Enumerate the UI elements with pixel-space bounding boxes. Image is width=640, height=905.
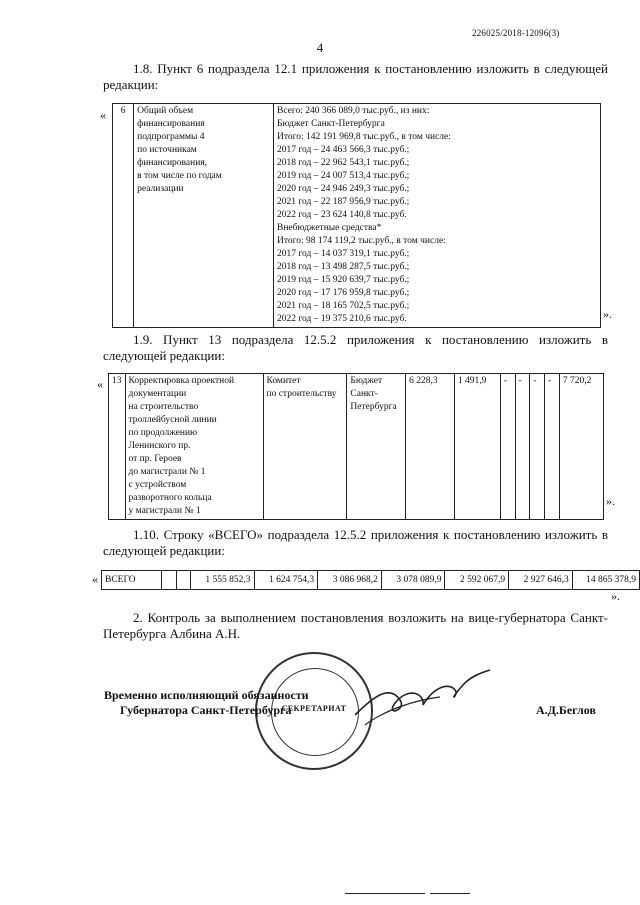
- name-line: у магистрали № 1: [128, 506, 201, 516]
- close-quote: ».: [611, 589, 620, 603]
- name-line: по продолжению: [128, 428, 198, 438]
- open-quote: «: [97, 377, 103, 391]
- value-line: Итого: 142 191 969,8 тыс.руб., в том числе:: [276, 132, 451, 142]
- value-line: Итого: 98 174 119,2 тыс.руб., в том числе:: [276, 236, 446, 246]
- value-line: 2022 год – 23 624 140,8 тыс.руб.: [276, 210, 407, 220]
- signer-position-line1: Временно исполняющий обязанности: [104, 688, 309, 702]
- source-line: Санкт-: [350, 389, 378, 399]
- value-line: 2021 год – 22 187 956,9 тыс.руб.;: [276, 197, 410, 207]
- value-line: 2019 год – 24 007 513,4 тыс.руб.;: [276, 171, 410, 181]
- total-row-table: [101, 570, 640, 590]
- value-2019-cell: -: [500, 374, 515, 520]
- source-cell: [347, 374, 406, 520]
- name-cell: [125, 374, 263, 520]
- label-line: финансирования: [137, 119, 205, 129]
- close-quote: ».: [606, 494, 615, 508]
- value-cell: 3 086 968,2: [318, 571, 382, 590]
- table-row: [113, 104, 601, 328]
- value-line: Внебюджетные средства*: [276, 223, 382, 233]
- value-cell: 1 555 852,3: [190, 571, 254, 590]
- table-row: [109, 374, 604, 520]
- label-line: Общий объем: [137, 106, 194, 116]
- value-cell: 1 624 754,3: [254, 571, 318, 590]
- source-line: Петербурга: [350, 402, 397, 412]
- document-number: 226025/2018-12096(3): [472, 28, 560, 38]
- handwritten-signature: [345, 655, 495, 735]
- footer-line: [430, 893, 470, 894]
- value-line: 2018 год – 22 962 543,1 тыс.руб.;: [276, 158, 410, 168]
- value-line: 2020 год – 24 946 249,3 тыс.руб.;: [276, 184, 410, 194]
- value-2017-cell: 6 228,3: [406, 374, 455, 520]
- financing-table: [112, 103, 601, 328]
- close-quote: ».: [603, 307, 612, 321]
- name-line: от пр. Героев: [128, 454, 182, 464]
- value-line: Всего: 240 366 089,0 тыс.руб., из них:: [276, 106, 430, 116]
- paragraph-2: 2. Контроль за выполнением постановления возложить на вице-губернатора Санкт-Петербурга Албина А.Н.: [103, 610, 608, 641]
- executor-line: Комитет: [266, 376, 301, 386]
- value-line: 2018 год – 13 498 287,5 тыс.руб.;: [276, 262, 410, 272]
- value-cell: 14 865 378,9: [572, 571, 639, 590]
- open-quote: «: [92, 572, 98, 586]
- label-line: подпрограммы 4: [137, 132, 205, 142]
- value-cell: [273, 104, 600, 328]
- name-line: на строительство: [128, 402, 199, 412]
- name-line: Корректировка проектной: [128, 376, 235, 386]
- executor-cell: [263, 374, 347, 520]
- name-line: до магистрали № 1: [128, 467, 206, 477]
- name-line: разворотного кольца: [128, 493, 212, 503]
- value-line: 2019 год – 15 920 639,7 тыс.руб.;: [276, 275, 410, 285]
- num-cell: 13: [109, 374, 126, 520]
- row-number-cell: 6: [113, 104, 134, 328]
- name-line: с устройством: [128, 480, 187, 490]
- measure-table: [108, 373, 604, 520]
- label-line: по источникам: [137, 145, 197, 155]
- signer-position-line2: Губернатора Санкт-Петербурга: [120, 703, 292, 717]
- signer-name: А.Д.Беглов: [536, 703, 596, 717]
- total-cell: 7 720,2: [559, 374, 603, 520]
- value-2021-cell: -: [530, 374, 545, 520]
- seal-text: СЕКРЕТАРИАТ: [281, 704, 347, 713]
- value-line: 2021 год – 18 165 702,5 тыс.руб.;: [276, 301, 410, 311]
- value-line: Бюджет Санкт-Петербурга: [276, 119, 385, 129]
- paragraph-1-10: 1.10. Строку «ВСЕГО» подраздела 12.5.2 приложения к постановлению изложить в следующей редакции:: [103, 527, 608, 558]
- source-line: Бюджет: [350, 376, 383, 386]
- value-2022-cell: -: [545, 374, 560, 520]
- name-line: Ленинского пр.: [128, 441, 191, 451]
- label-line: реализации: [137, 184, 184, 194]
- value-line: 2017 год – 14 037 319,1 тыс.руб.;: [276, 249, 410, 259]
- page-number: 4: [316, 40, 324, 55]
- value-line: 2020 год – 17 176 959,8 тыс.руб.;: [276, 288, 410, 298]
- paragraph-1-8: 1.8. Пункт 6 подраздела 12.1 приложения к постановлению изложить в следующей редакции:: [103, 61, 608, 92]
- label-cell: [134, 104, 274, 328]
- label-line: финансирования,: [137, 158, 208, 168]
- label-line: в том числе по годам: [137, 171, 222, 181]
- value-2018-cell: 1 491,9: [454, 374, 500, 520]
- value-2020-cell: -: [515, 374, 530, 520]
- table-row: [102, 571, 640, 590]
- label-cell: ВСЕГО: [102, 571, 162, 590]
- value-cell: 2 592 067,9: [445, 571, 509, 590]
- value-line: 2017 год – 24 463 566,3 тыс.руб.;: [276, 145, 410, 155]
- footer-line: [345, 893, 425, 894]
- value-cell: [176, 571, 190, 590]
- value-cell: 3 078 089,9: [381, 571, 445, 590]
- value-cell: 2 927 646,3: [509, 571, 573, 590]
- paragraph-1-9: 1.9. Пункт 13 подраздела 12.5.2 приложения к постановлению изложить в следующей редакции:: [103, 332, 608, 363]
- executor-line: по строительству: [266, 389, 337, 399]
- name-line: троллейбусной линии: [128, 415, 217, 425]
- open-quote: «: [100, 108, 106, 122]
- name-line: документации: [128, 389, 187, 399]
- value-cell: [162, 571, 176, 590]
- value-line: 2022 год – 19 375 210,6 тыс.руб.: [276, 314, 407, 324]
